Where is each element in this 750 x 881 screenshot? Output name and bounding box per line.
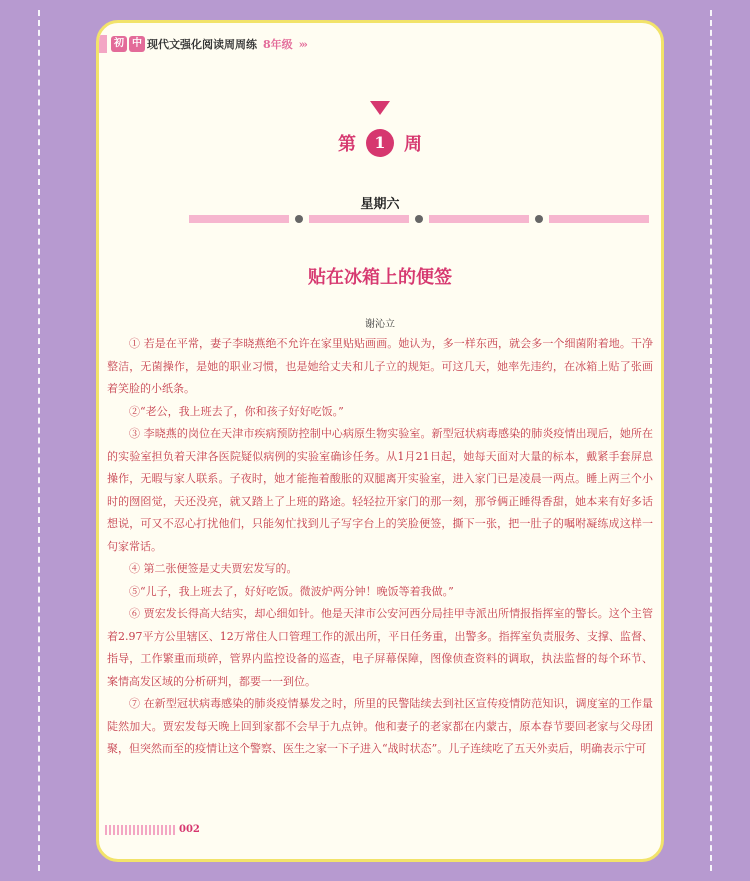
week-number-badge: 1: [366, 129, 394, 157]
header-badge-zhong: 中: [129, 36, 145, 52]
header-grade: 8年级: [263, 38, 293, 51]
header-title: 现代文强化阅读周周练: [147, 38, 257, 51]
header-arrows-icon: ›››: [298, 37, 306, 51]
triangle-icon: [370, 101, 390, 115]
divider-dot-icon: [535, 215, 543, 223]
left-stitch-line: [38, 10, 40, 871]
article-title: 贴在冰箱上的便签: [308, 267, 452, 288]
divider-dot-icon: [415, 215, 423, 223]
header-decor-bar: [99, 35, 107, 53]
article-body: [107, 333, 653, 761]
divider-dot-icon: [295, 215, 303, 223]
page-number-decor: [105, 825, 175, 835]
paragraph-4: ④ 第二张便签是丈夫贾宏发写的。: [129, 562, 298, 575]
week-suffix: 周: [404, 134, 422, 155]
paragraph-2: ②“老公，我上班去了，你和孩子好好吃饭。”: [129, 404, 344, 418]
week-prefix: 第: [338, 134, 356, 155]
paragraph-1: ① 若是在平常，妻子李晓燕绝不允许在家里贴贴画画。她认为，多一样东西，就会多一个细菌附着地。干净整洁，无菌操作，是她的职业习惯，也是她给丈夫和儿子立的规矩。可这几天，她率先违约，在冰箱上贴了张画着笑脸的小纸条。: [107, 337, 653, 395]
week-marker: [99, 101, 661, 115]
page-number: [105, 824, 200, 835]
paragraph-5: ⑤“儿子，我上班去了，好好吃饭。微波炉两分钟！晚饭等着我做。”: [129, 584, 454, 598]
paragraph-7: ⑦ 在新型冠状病毒感染的肺炎疫情暴发之时，所里的民警陆续去到社区宣传疫情防范知识，调度室的工作量陡然加大。贾宏发每天晚上回到家都不会早于九点钟。他和妻子的老家都在内蒙古，原本春节要回老家与父母团聚，但突然而至的疫情让这个警察、医生之家一下子进入“战时状态”。儿子连续吃了五天外卖后，明确表示宁可: [107, 697, 653, 755]
article-author: 谢沁立: [365, 319, 395, 330]
paragraph-6: ⑥ 贾宏发长得高大结实，却心细如针。他是天津市公安河西分局挂甲寺派出所情报指挥室的警长。这个主管着2.97平方公里辖区、12万常住人口管理工作的派出所，平日任务重，出警多。指挥室负责服务、支撑、监督、指导，工作繁重而琐碎，管界内监控设备的巡查，电子屏幕保障，图像侦查资料的调取，执法监督的每个环节、案情高发区域的分析研判，都要一一到位。: [107, 607, 653, 688]
decorative-divider: [189, 215, 649, 223]
page-header: [99, 33, 306, 55]
week-heading: [99, 129, 661, 157]
book-page: [96, 20, 664, 862]
page-number-text: 002: [179, 824, 200, 835]
header-badge-chu: 初: [111, 36, 127, 52]
day-heading: 星期六: [360, 197, 400, 212]
paragraph-3: ③ 李晓燕的岗位在天津市疾病预防控制中心病原生物实验室。新型冠状病毒感染的肺炎疫情出现后，她所在的实验室担负着天津各医院疑似病例的实验室确诊任务。从1月21日起，她每天面对大量的标本，戴紧手套屏息操作，无暇与家人联系。子夜时，她才能拖着酸胀的双腿离开实验室，进入家门已是凌晨一两点。睡上两三个小时的囫囵觉，天还没亮，就又踏上了上班的路途。轻轻拉开家门的那一刻，那爷俩正睡得香甜，她本来有好多话想说，可又不忍心打扰他们，只能匆忙找到儿子写字台上的笑脸便签，撕下一张，把一肚子的嘱咐凝练成这样一句家常话。: [107, 427, 653, 553]
right-stitch-line: [710, 10, 712, 871]
